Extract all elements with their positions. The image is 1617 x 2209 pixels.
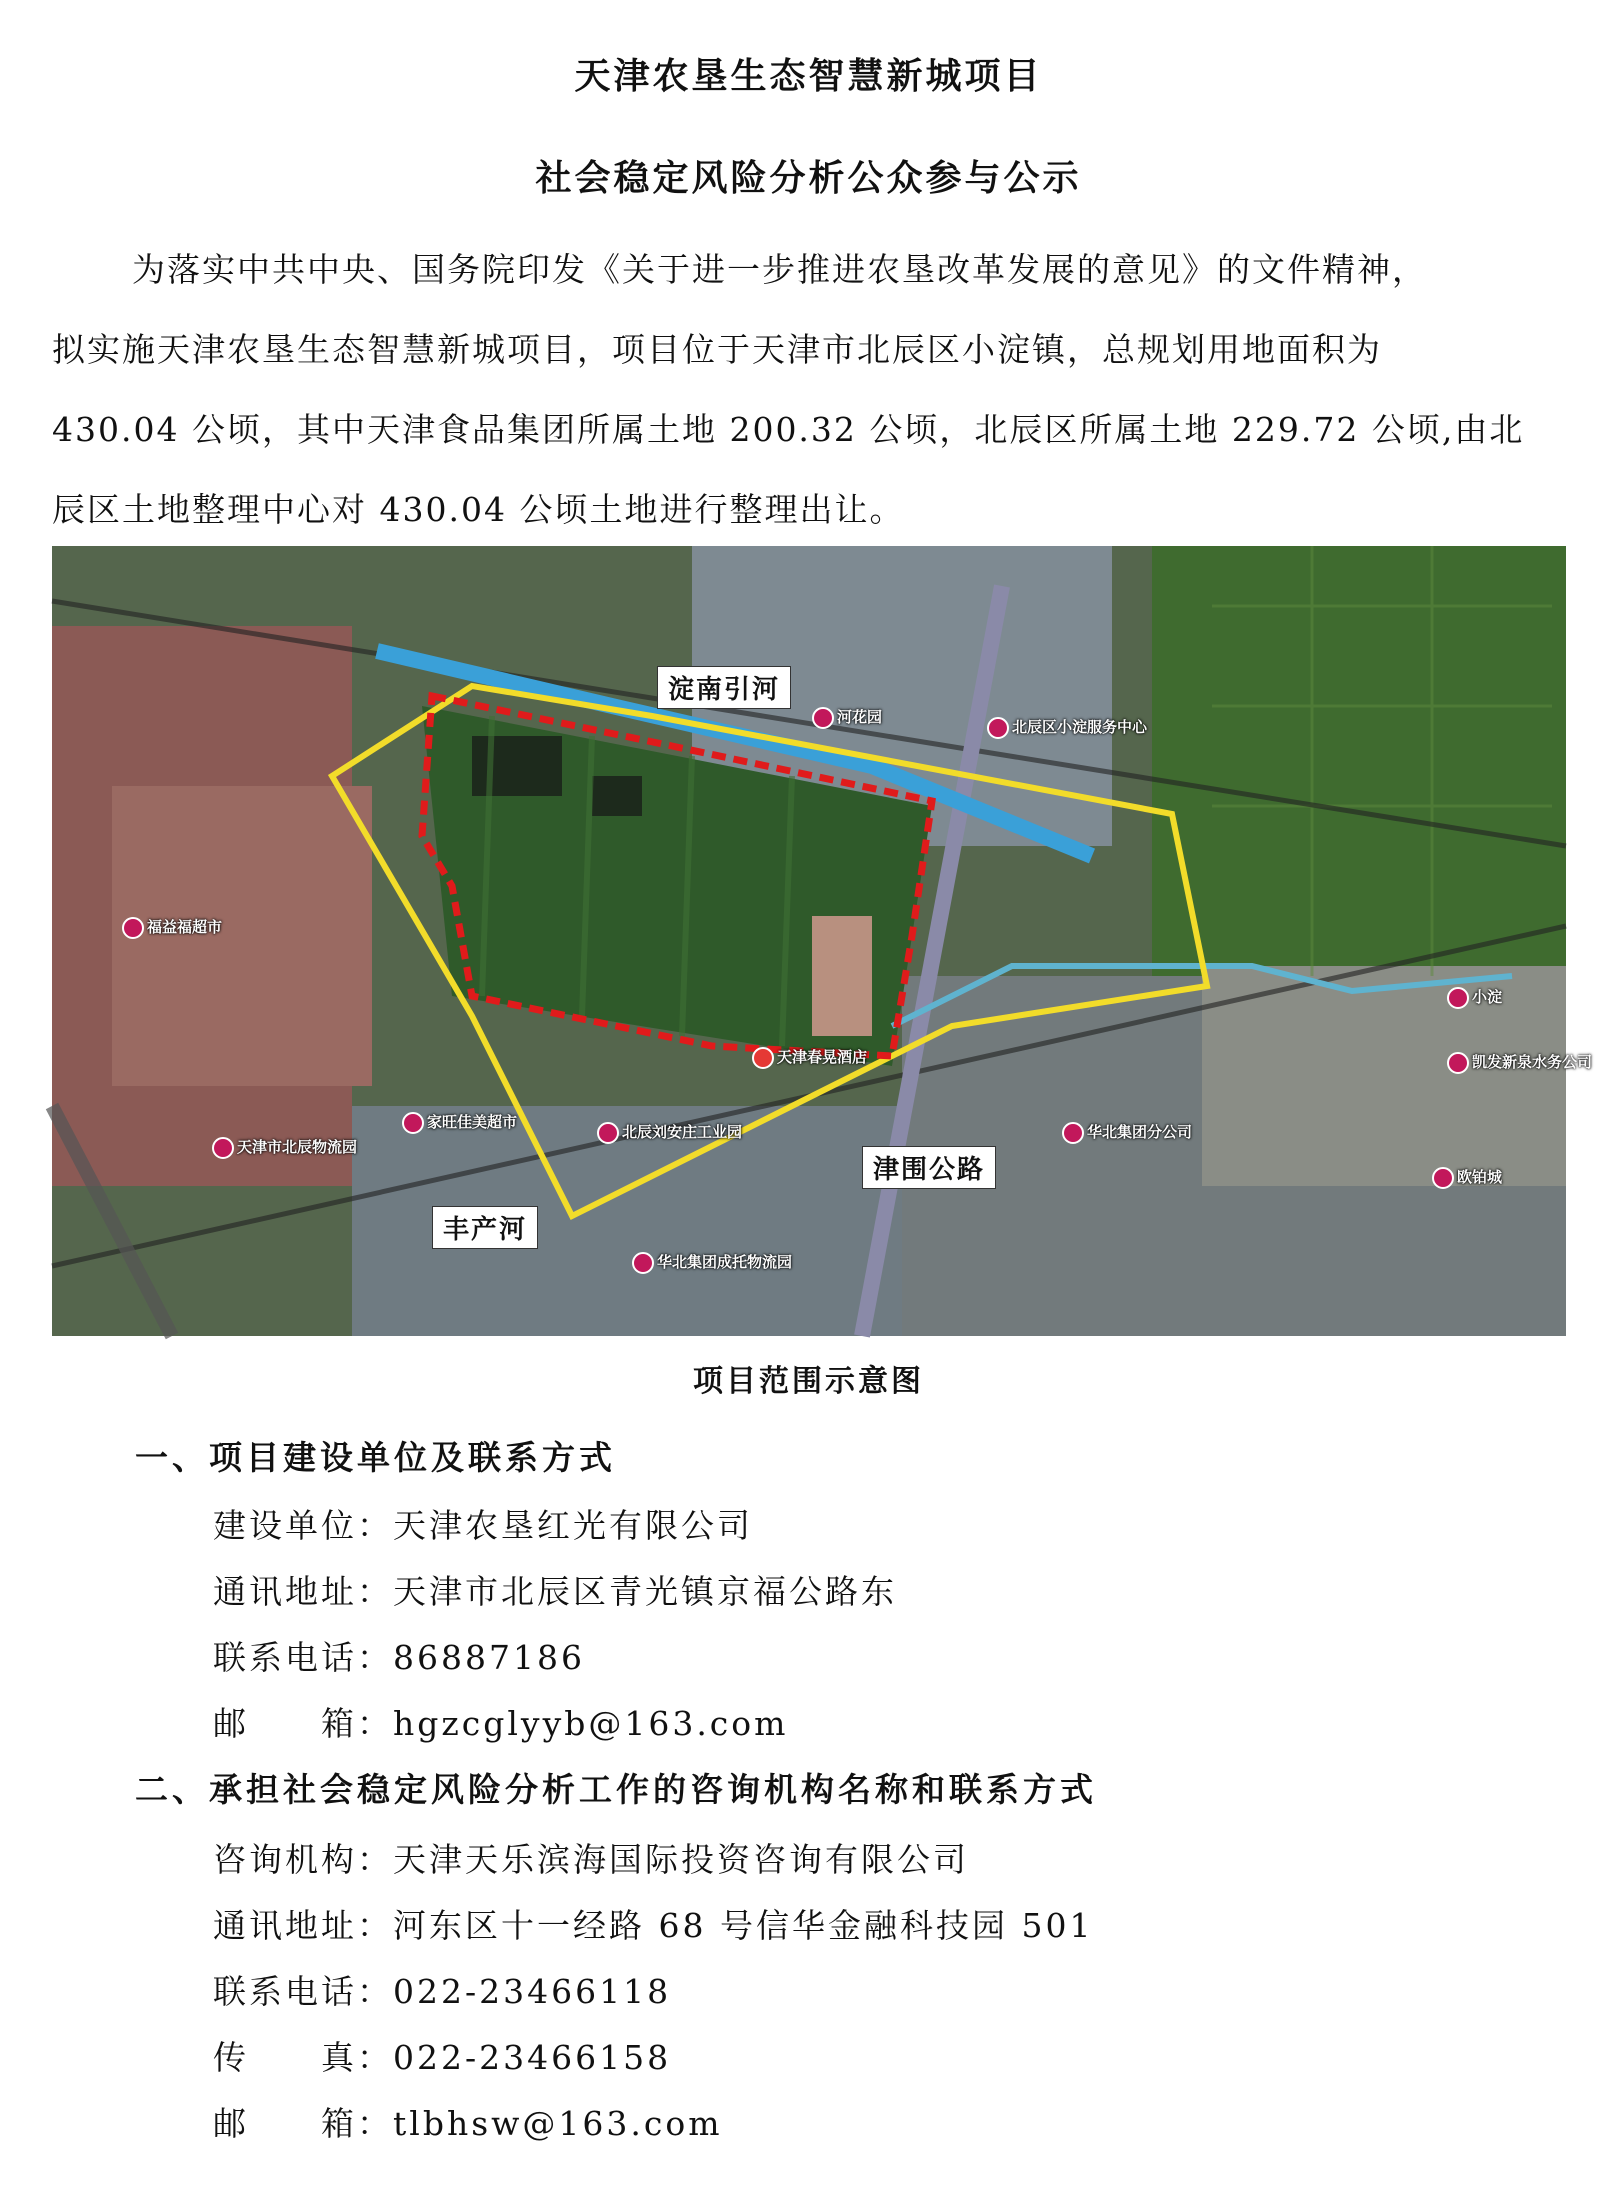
row-value: 天津市北辰区青光镇京福公路东 (393, 1572, 897, 1611)
map-poi: 河花园 (812, 706, 882, 729)
map-poi: 小淀 (1447, 986, 1502, 1009)
map-poi: 北辰刘安庄工业园 (597, 1121, 742, 1144)
section1-heading: 一、项目建设单位及联系方式 (135, 1438, 616, 1477)
section1-row (213, 1632, 585, 1679)
location-pin-icon (987, 717, 1009, 739)
location-pin-icon (122, 917, 144, 939)
row-value: 022-23466118 (393, 1972, 672, 2011)
row-key: 通讯地址： (213, 1906, 393, 1945)
section1-row (213, 1566, 897, 1613)
section2-row (213, 1900, 1093, 1947)
project-scope-map (52, 546, 1593, 1336)
row-key: 联系电话： (213, 1638, 393, 1677)
satellite-map-image (52, 546, 1566, 1336)
map-poi: 天津市北辰物流园 (212, 1136, 357, 1159)
location-pin-icon (402, 1112, 424, 1134)
section2-row (213, 2032, 671, 2079)
row-key: 咨询机构： (213, 1840, 393, 1879)
row-key: 邮 箱： (213, 1704, 393, 1743)
section1-row (213, 1698, 788, 1745)
section1-row (213, 1500, 753, 1547)
intro-line: 为落实中共中央、国务院印发《关于进一步推进农垦改革发展的意见》的文件精神， (132, 250, 1427, 289)
map-poi: 天津春晃酒店 (752, 1046, 867, 1069)
row-key: 通讯地址： (213, 1572, 393, 1611)
email-link[interactable]: hgzcglyyb@163.com (393, 1704, 789, 1743)
row-value: 河东区十一经路 68 号信华金融科技园 501 (393, 1906, 1094, 1945)
map-label-jin-wei-road: 津围公路 (862, 1146, 996, 1189)
location-pin-icon (1447, 987, 1469, 1009)
intro-paragraph (52, 230, 1572, 550)
row-key: 建设单位： (213, 1506, 393, 1545)
row-key: 联系电话： (213, 1972, 393, 2011)
section2-row (213, 2098, 723, 2145)
map-poi: 北辰区小淀服务中心 (987, 716, 1147, 739)
map-label-dian-nan-yin-he: 淀南引河 (657, 666, 791, 709)
location-pin-icon (812, 707, 834, 729)
document-subtitle: 社会稳定风险分析公众参与公示 (535, 158, 1082, 199)
row-value: 86887186 (393, 1638, 585, 1677)
section2-heading: 二、承担社会稳定风险分析工作的咨询机构名称和联系方式 (135, 1770, 1097, 1809)
location-pin-icon (752, 1047, 774, 1069)
location-pin-icon (1432, 1167, 1454, 1189)
row-key: 邮 箱： (213, 2104, 393, 2143)
map-poi: 华北集团成托物流园 (632, 1251, 792, 1274)
map-poi: 家旺佳美超市 (402, 1111, 517, 1134)
map-poi: 福益福超市 (122, 916, 222, 939)
map-poi: 欧铂城 (1432, 1166, 1502, 1189)
location-pin-icon (597, 1122, 619, 1144)
location-pin-icon (212, 1137, 234, 1159)
location-pin-icon (632, 1252, 654, 1274)
document-title: 天津农垦生态智慧新城项目 (574, 56, 1043, 97)
row-key: 传 真： (213, 2038, 393, 2077)
row-value: 天津农垦红光有限公司 (393, 1506, 753, 1545)
section2-row (213, 1834, 969, 1881)
location-pin-icon (1447, 1052, 1469, 1074)
intro-line: 430.04 公顷，其中天津食品集团所属土地 200.32 公顷，北辰区所属土地 229.72 公顷,由北 (52, 410, 1525, 449)
map-caption: 项目范围示意图 (693, 1364, 924, 1399)
email-link[interactable]: tlbhsw@163.com (393, 2104, 723, 2143)
map-label-feng-chan-he: 丰产河 (432, 1206, 538, 1249)
location-pin-icon (1062, 1122, 1084, 1144)
map-poi: 华北集团分公司 (1062, 1121, 1192, 1144)
map-poi: 凯发新泉水务公司 (1447, 1051, 1592, 1074)
row-value: 022-23466158 (393, 2038, 672, 2077)
intro-line: 拟实施天津农垦生态智慧新城项目，项目位于天津市北辰区小淀镇，总规划用地面积为 (52, 330, 1382, 369)
section2-row (213, 1966, 671, 2013)
row-value: 天津天乐滨海国际投资咨询有限公司 (393, 1840, 969, 1879)
intro-line: 辰区土地整理中心对 430.04 公顷土地进行整理出让。 (52, 490, 905, 529)
